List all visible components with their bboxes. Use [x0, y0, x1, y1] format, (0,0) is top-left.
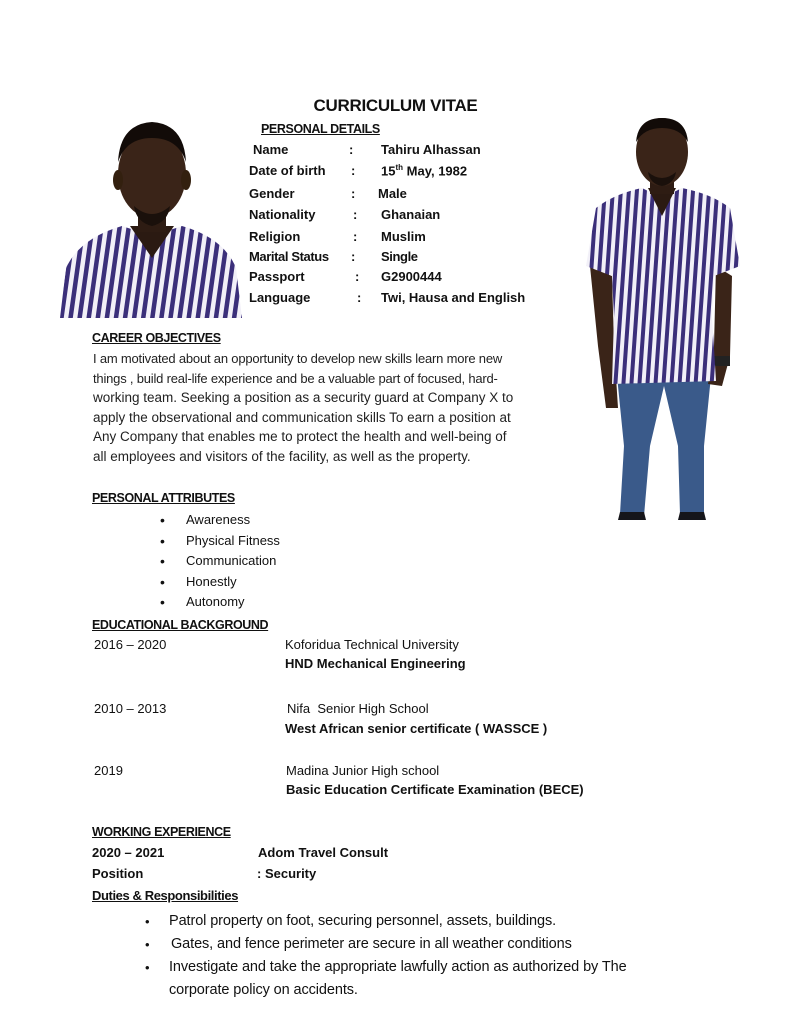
education-school: Nifa Senior High School: [287, 701, 429, 716]
education-heading: EDUCATIONAL BACKGROUND: [92, 618, 269, 632]
objective-line: things , build real-life experience and be a valuable part of focused, hard-: [93, 370, 498, 386]
detail-separator: :: [351, 186, 356, 201]
list-item: • Investigate and take the appropriate lawfully action as authorized by The corporate policy on accidents.: [145, 956, 649, 1002]
objective-line: I am motivated about an opportunity to develop new skills learn more new: [93, 351, 503, 366]
detail-label: Date of birth: [249, 163, 326, 178]
education-school: Koforidua Technical University: [285, 637, 459, 652]
detail-separator: :: [351, 249, 355, 264]
list-item: • Autonomy: [160, 592, 280, 613]
education-qualification: HND Mechanical Engineering: [285, 656, 466, 671]
detail-separator: :: [357, 290, 362, 305]
detail-separator: :: [349, 142, 354, 157]
detail-label: Religion: [249, 229, 301, 244]
education-qualification: West African senior certificate ( WASSCE ): [285, 721, 548, 736]
objective-line: Any Company that enables me to protect the health and well-being of: [93, 429, 507, 444]
education-dates: 2010 – 2013: [94, 701, 167, 716]
duties-heading: Duties & Responsibilities: [92, 888, 239, 903]
work-experience-heading: WORKING EXPERIENCE: [92, 825, 231, 839]
detail-label: Nationality: [249, 207, 316, 222]
full-body-photo: [584, 116, 740, 520]
education-dates: 2019: [94, 763, 123, 778]
detail-value: G2900444: [381, 269, 442, 284]
list-item: • Patrol property on foot, securing personnel, assets, buildings.: [145, 910, 665, 933]
dob-day: 15: [381, 163, 396, 179]
personal-details-table: [249, 142, 549, 312]
personal-details-heading: PERSONAL DETAILS: [261, 122, 380, 136]
detail-value: Ghanaian: [381, 207, 441, 222]
education-school: Madina Junior High school: [286, 763, 440, 778]
detail-label: Gender: [249, 186, 295, 201]
education-dates: 2016 – 2020: [94, 637, 167, 652]
objective-line: apply the observational and communication skills To earn a position at: [93, 409, 511, 425]
detail-label: Language: [249, 290, 311, 305]
career-objectives-text: [93, 349, 593, 466]
education-qualification: Basic Education Certificate Examination (BECE): [286, 782, 584, 797]
work-period: 2020 – 2021: [92, 845, 165, 860]
list-item: • Gates, and fence perimeter are secure in all weather conditions: [145, 933, 665, 956]
career-objectives-heading: CAREER OBJECTIVES: [92, 331, 221, 345]
detail-label: Marital Status: [249, 249, 329, 264]
detail-value: [381, 163, 467, 178]
document-title: CURRICULUM VITAE: [313, 96, 478, 115]
portrait-photo: [60, 118, 242, 318]
detail-separator: :: [351, 163, 356, 178]
detail-separator: :: [355, 269, 360, 284]
detail-label: Name: [253, 142, 289, 157]
detail-label: Passport: [249, 269, 305, 284]
objective-line: all employees and visitors of the facility, as well as the property.: [93, 448, 471, 464]
detail-value: Muslim: [381, 229, 426, 244]
detail-value: Tahiru Alhassan: [381, 142, 481, 157]
detail-value: Twi, Hausa and English: [381, 290, 526, 305]
attributes-list: [160, 510, 280, 613]
detail-value: Male: [378, 186, 407, 201]
work-position-value: : Security: [257, 866, 317, 881]
duties-list: [145, 910, 665, 1002]
dob-month-year: May, 1982: [403, 163, 468, 179]
detail-separator: :: [353, 229, 358, 244]
detail-separator: :: [353, 207, 358, 222]
list-item: • Honestly: [160, 572, 280, 593]
personal-attributes-heading: PERSONAL ATTRIBUTES: [92, 491, 235, 505]
objective-line: working team. Seeking a position as a security guard at Company X to: [93, 390, 514, 405]
list-item: • Awareness: [160, 510, 280, 531]
work-position-label: Position: [92, 866, 144, 881]
list-item: • Physical Fitness: [160, 531, 280, 552]
detail-value: Single: [381, 249, 418, 264]
work-employer: Adom Travel Consult: [258, 845, 389, 860]
dob-suffix: th: [395, 163, 404, 172]
list-item: • Communication: [160, 551, 280, 572]
